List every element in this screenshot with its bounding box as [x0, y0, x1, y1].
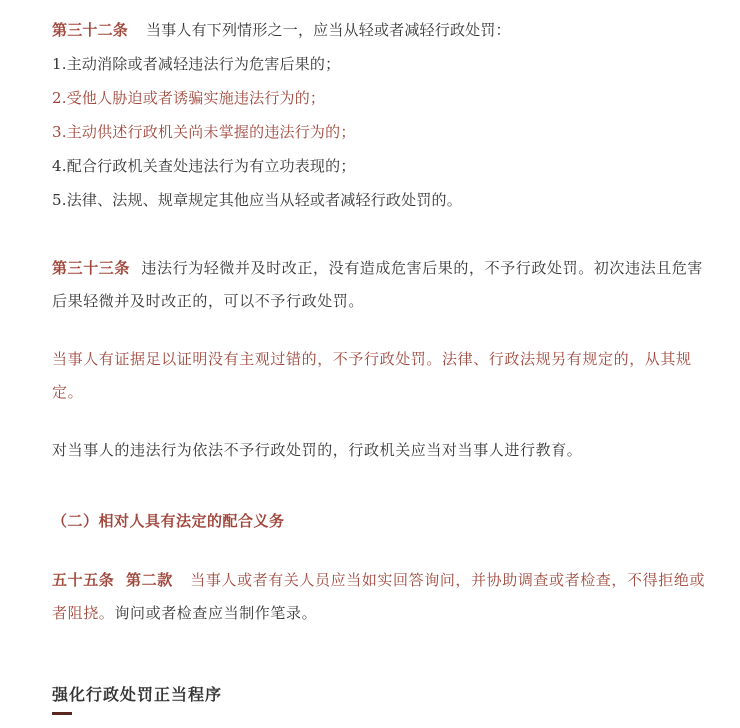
section2-title: （二）相对人具有法定的配合义务 [52, 512, 285, 530]
art33-paragraph-2: 当事人有证据足以证明没有主观过错的，不予行政处罚。法律、行政法规另有规定的，从其规定。 [52, 350, 692, 401]
art55-paragraph [52, 564, 717, 630]
art33-paragraph-3: 对当事人的违法行为依法不予行政处罚的，行政机关应当对当事人进行教育。 [52, 441, 583, 459]
art32-intro: 当事人有下列情形之一，应当从轻或者减轻行政处罚： [145, 21, 511, 39]
art55-text-2: 询问或者检查应当制作笔录。 [114, 604, 318, 622]
art55-text-1: 当事人或者有关人员应当如实回答询问，并协助调查或者检查，不得拒绝或者阻挠。 [52, 571, 706, 622]
art32-heading-line [52, 20, 511, 40]
art32-item-5: 5.法律、法规、规章规定其他应当从轻或者减轻行政处罚的。 [52, 191, 462, 209]
section3-title: 强化行政处罚正当程序 [52, 685, 223, 704]
art32-item-3: 3.主动供述行政机关尚未掌握的违法行为的； [52, 123, 356, 141]
art32-item-2: 2.受他人胁迫或者诱骗实施违法行为的； [52, 89, 326, 107]
art55-label: 五十五条 第二款 [52, 571, 173, 589]
art32-item-1: 1.主动消除或者减轻违法行为危害后果的； [52, 55, 341, 73]
art32-item-4: 4.配合行政机关查处违法行为有立功表现的； [52, 157, 356, 175]
art33-label: 第三十三条 [52, 259, 131, 277]
art33-paragraph [52, 252, 717, 318]
art33-text: 违法行为轻微并及时改正，没有造成危害后果的，不予行政处罚。初次违法且危害后果轻微并及时改正的，可以不予行政处罚。 [52, 259, 703, 310]
art32-label: 第三十二条 [52, 21, 129, 39]
section3-title-underline [52, 712, 72, 715]
